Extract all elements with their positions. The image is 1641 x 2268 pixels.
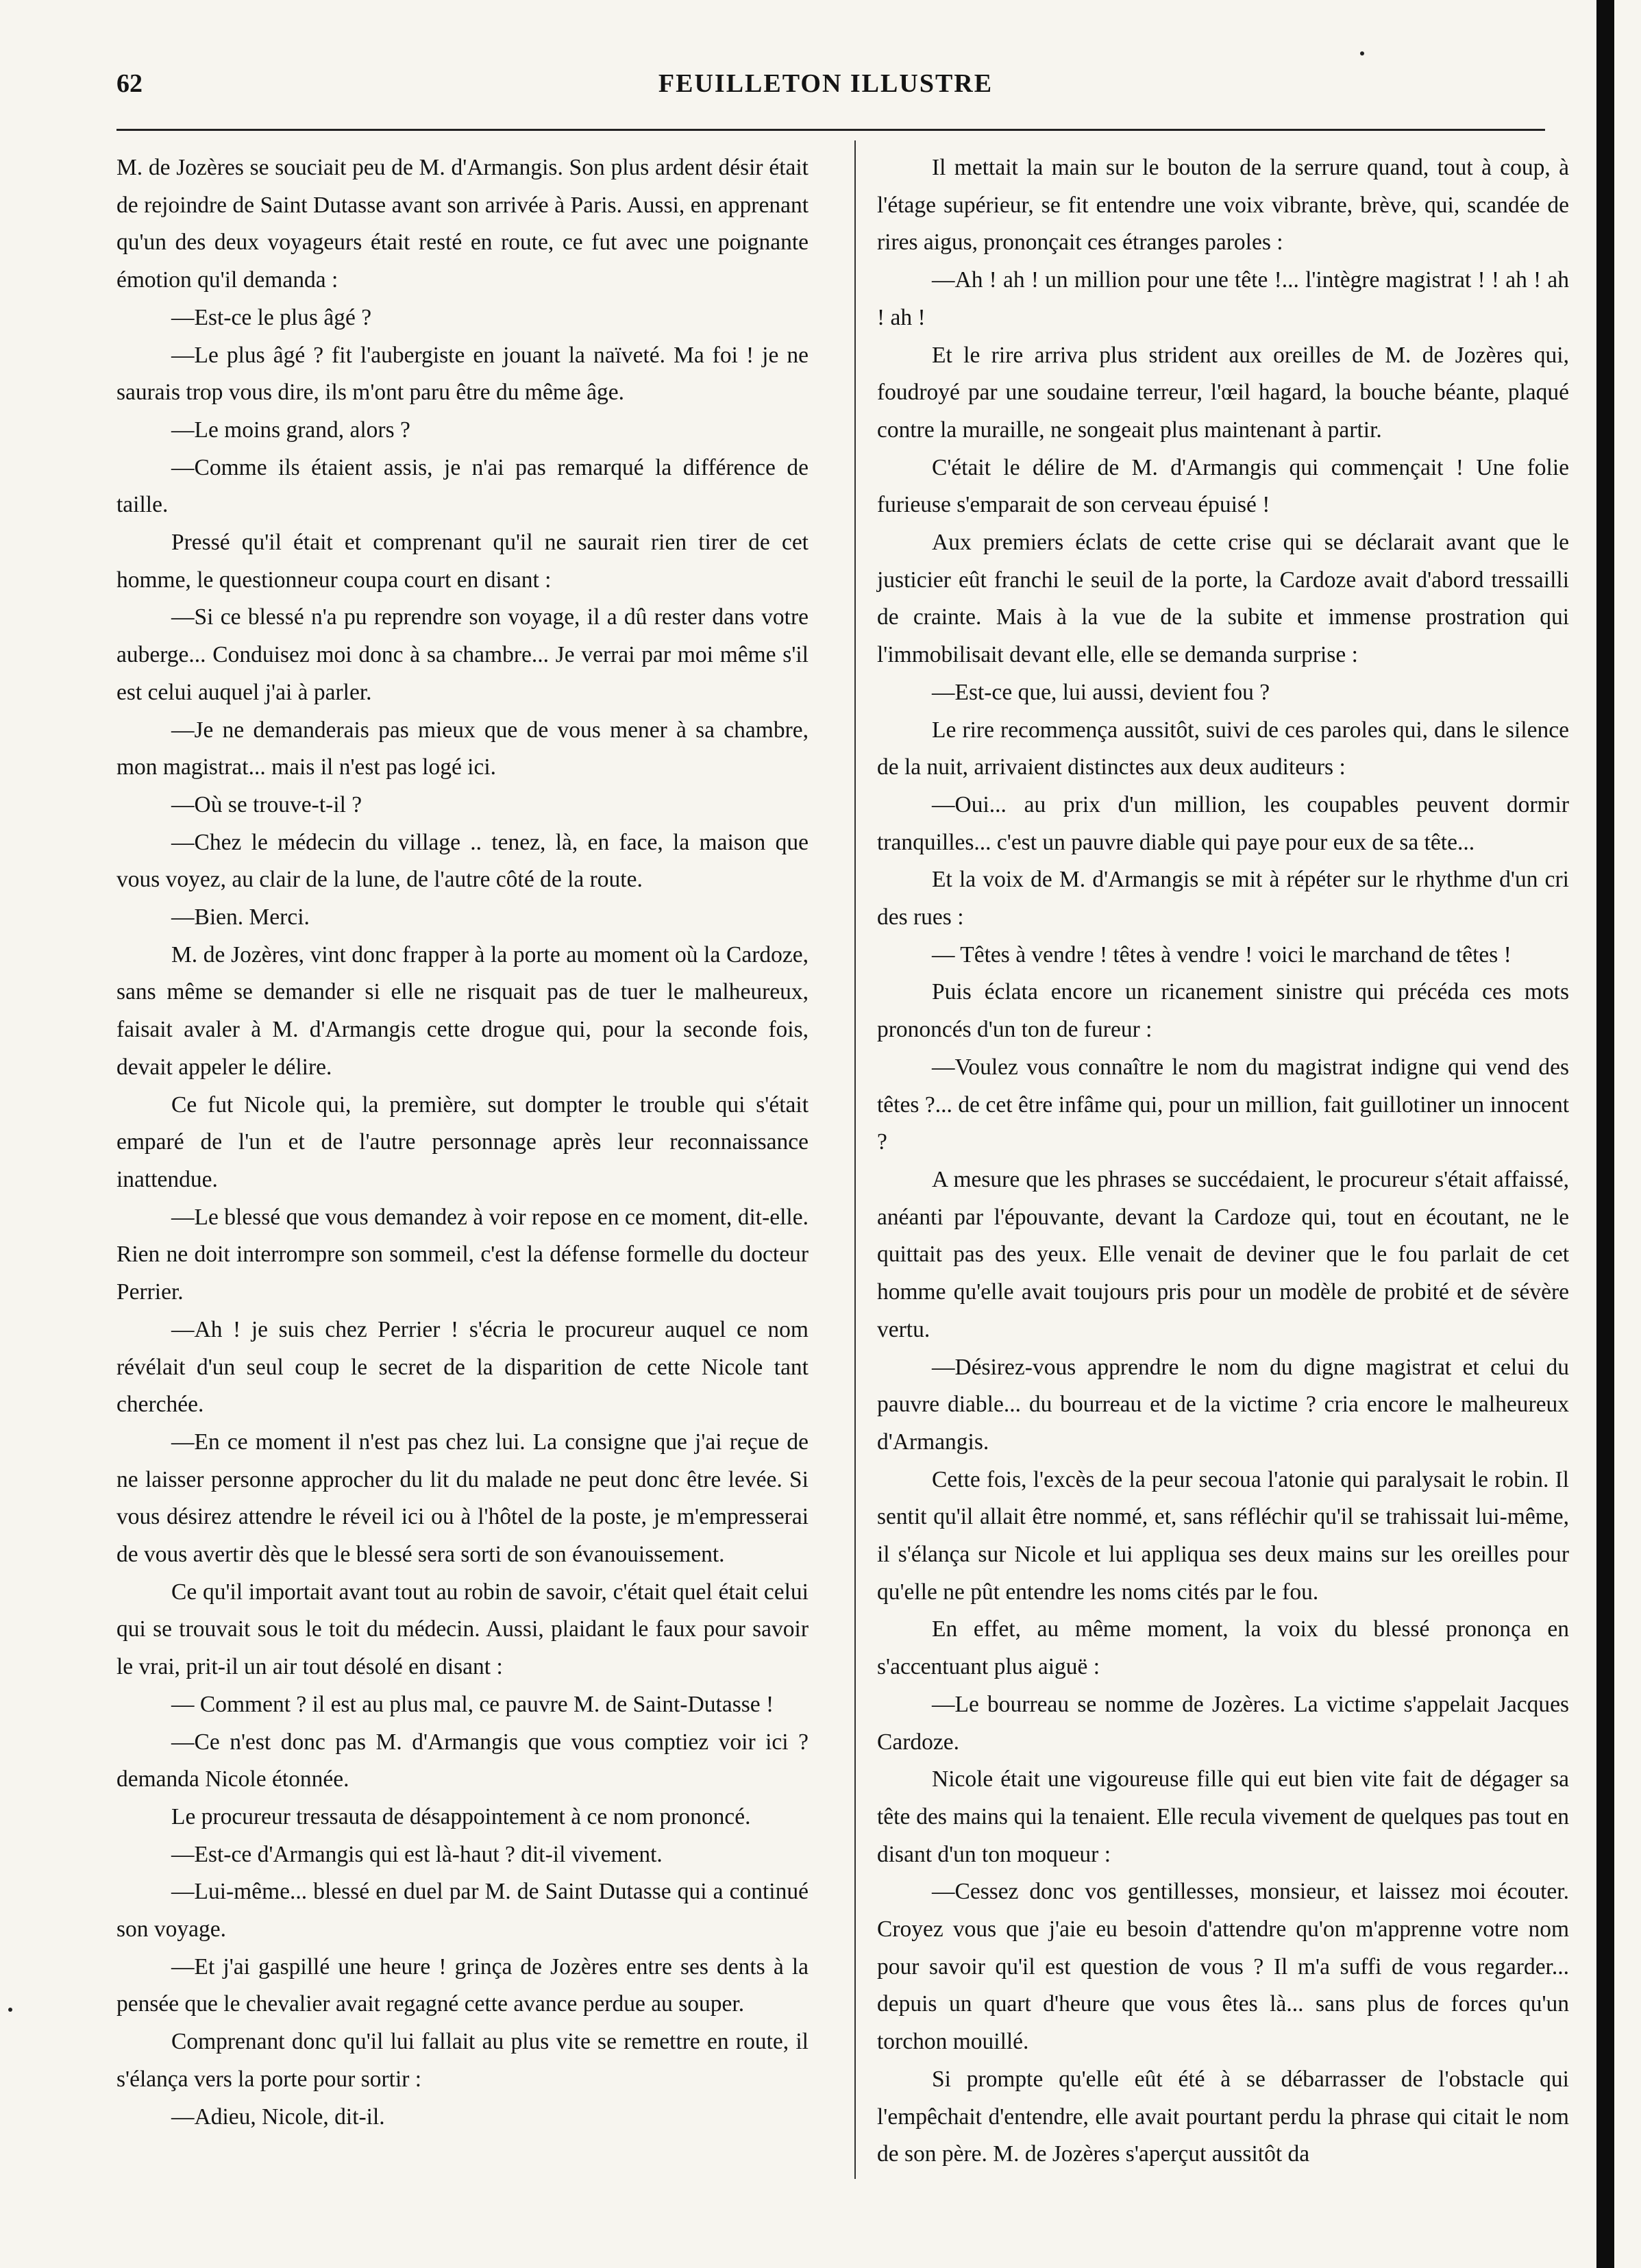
paragraph: A mesure que les phrases se succédaient, le procureur s'était affaissé, anéanti par l'épouvante, devant la Cardoze qui, tout en écoutant, ne le quittait pas des yeux. Elle venait de deviner que le fou parlait de cet homme qu'elle avait toujours pris pour un modèle de probité et de sévère vertu. [877,1166,1569,1342]
paragraph: Il mettait la main sur le bouton de la serrure quand, tout à coup, à l'étage supérieur, se fit entendre une voix vibrante, brève, qui, scandée de rires aigus, prononçait ces étranges paroles : [877,155,1569,256]
paragraph: Comprenant donc qu'il lui fallait au plus vite se remettre en route, il s'élança vers la porte pour sortir : [116,2029,809,2092]
paragraph: —En ce moment il n'est pas chez lui. La consigne que j'ai reçue de ne laisser personne approcher du lit du malade ne peut donc être levée. Si vous désirez attendre le réveil ici ou à l'hôtel de la poste, je m'empresserai de vous avertir dès que le blessé sera sorti de son évanouissement. [116,1429,809,1568]
paragraph: Si prompte qu'elle eût été à se débarrasser de l'obstacle qui l'empêchait d'entendre, elle avait pourtant perdu la phrase qui citait le nom de son père. M. de Jozères s'aperçut aussitôt da [877,2066,1569,2167]
paragraph: —Cessez donc vos gentillesses, monsieur, et laissez moi écouter. Croyez vous que j'aie eu besoin d'attendre qu'on m'apprenne votre nom pour savoir qu'il est question de vous ? Il m'a suffi de vous regarder... depuis un quart d'heure que vous êtes là... sans plus de forces qu'un torchon mouillé. [877,1879,1569,2055]
paragraph: —Bien. Merci. [171,904,310,930]
paragraph: —Ah ! je suis chez Perrier ! s'écria le procureur auquel ce nom révélait d'un seul coup le secret de la disparition de cette Nicole tant cherchée. [116,1316,809,1418]
paragraph: C'était le délire de M. d'Armangis qui commençait ! Une folie furieuse s'emparait de son cerveau épuisé ! [877,454,1569,518]
page-number: 62 [116,69,143,98]
paragraph: Le procureur tressauta de désappointement à ce nom prononcé. [171,1803,751,1829]
paragraph: Aux premiers éclats de cette crise qui se déclarait avant que le justicier eût franchi le seuil de la porte, la Cardoze avait d'abord tressailli de crainte. Mais à la vue de la subite et immense prostration qui l'immobilisait devant elle, elle se demanda surprise : [877,530,1569,668]
paragraph: —Adieu, Nicole, dit-il. [171,2104,385,2130]
paragraph: —Si ce blessé n'a pu reprendre son voyage, il a dû rester dans votre auberge... Conduisez moi donc à sa chambre... Je verrai par moi même s'il est celui auquel j'ai à parler. [116,604,809,705]
paragraph: —Oui... au prix d'un million, les coupables peuvent dormir tranquilles... c'est un pauvre diable qui paye pour eux de sa tête... [877,791,1569,855]
paragraph: —Le moins grand, alors ? [171,417,410,443]
paragraph: Cette fois, l'excès de la peur secoua l'atonie qui paralysait le robin. Il sentit qu'il allait être nommé, et, sans réfléchir qu'il se trahissait lui-même, il s'élança sur Nicole et lui appliqua ses deux mains sur les oreilles pour qu'elle ne pût entendre les noms cités par le fou. [877,1466,1569,1605]
page-header [116,69,1535,110]
paragraph: Pressé qu'il était et comprenant qu'il ne saurait rien tirer de cet homme, le questionneur coupa court en disant : [116,530,809,593]
paragraph: —Est-ce que, lui aussi, devient fou ? [932,679,1270,705]
paragraph: — Têtes à vendre ! têtes à vendre ! voici le marchand de têtes ! [932,941,1512,967]
right-column [877,149,1569,2173]
paragraph: —Ce n'est donc pas M. d'Armangis que vous comptiez voir ici ? demanda Nicole étonnée. [116,1729,809,1792]
scan-edge-bar [1596,0,1614,2268]
paragraph: —Où se trouve-t-il ? [171,791,362,817]
paragraph: Et le rire arriva plus strident aux oreilles de M. de Jozères qui, foudroyé par une soudaine terreur, l'œil hagard, la bouche béante, plaqué contre la muraille, ne songeait plus maintenant à partir. [877,342,1569,443]
header-rule [116,129,1545,131]
paragraph: —Lui-même... blessé en duel par M. de Saint Dutasse qui a continué son voyage. [116,1879,809,1943]
paragraph: —Comme ils étaient assis, je n'ai pas remarqué la différence de taille. [116,454,809,518]
paragraph: —Je ne demanderais pas mieux que de vous mener à sa chambre, mon magistrat... mais il n'est pas logé ici. [116,717,809,780]
paragraph: Ce fut Nicole qui, la première, sut dompter le trouble qui s'était emparé de l'un et de l'autre personnage après leur reconnaissance inattendue. [116,1092,809,1192]
paragraph: Et la voix de M. d'Armangis se mit à répéter sur le rhythme d'un cri des rues : [877,867,1569,930]
paragraph: Ce qu'il importait avant tout au robin de savoir, c'était quel était celui qui se trouvait sous le toit du médecin. Aussi, plaidant le faux pour savoir le vrai, prit-il un air tout désolé en disant : [116,1579,809,1680]
paragraph: M. de Jozères, vint donc frapper à la porte au moment où la Cardoze, sans même se demander si elle ne risquait pas de tuer le malheureux, faisait avaler à M. d'Armangis cette drogue qui, pour la seconde fois, devait appeler le délire. [116,941,809,1080]
paragraph: —Désirez-vous apprendre le nom du digne magistrat et celui du pauvre diable... du bourreau et de la victime ? cria encore le malheureux d'Armangis. [877,1354,1569,1455]
paragraph: Le rire recommença aussitôt, suivi de ces paroles qui, dans le silence de la nuit, arrivaient distinctes aux deux auditeurs : [877,717,1569,780]
paragraph: Puis éclata encore un ricanement sinistre qui précéda ces mots prononcés d'un ton de fureur : [877,979,1569,1043]
paragraph: Nicole était une vigoureuse fille qui eut bien vite fait de dégager sa tête des mains qui la tenaient. Elle recula vivement de quelques pas tout en disant d'un ton moqueur : [877,1766,1569,1867]
paragraph: —Est-ce le plus âgé ? [171,304,372,330]
paragraph: —Le plus âgé ? fit l'aubergiste en jouant la naïveté. Ma foi ! je ne saurais trop vous dire, ils m'ont paru être du même âge. [116,342,809,406]
running-title: FEUILLETON ILLUSTRE [658,69,994,98]
scan-speck [8,2008,12,2012]
paragraph: —Le blessé que vous demandez à voir repose en ce moment, dit-elle. Rien ne doit interrompre son sommeil, c'est la défense formelle du docteur Perrier. [116,1204,809,1305]
paragraph: —Chez le médecin du village .. tenez, là, en face, la maison que vous voyez, au clair de la lune, de l'autre côté de la route. [116,829,809,893]
paragraph: —Et j'ai gaspillé une heure ! grinça de Jozères entre ses dents à la pensée que le chevalier avait regagné cette avance perdue au souper. [116,1953,809,2017]
scan-speck [1360,51,1364,56]
paragraph: —Est-ce d'Armangis qui est là-haut ? dit-il vivement. [171,1841,663,1867]
column-divider [854,140,856,2179]
left-column [116,149,809,2136]
paragraph: —Voulez vous connaître le nom du magistrat indigne qui vend des têtes ?... de cet être infâme qui, pour un million, fait guillotiner un innocent ? [877,1054,1569,1155]
paragraph: —Le bourreau se nomme de Jozères. La victime s'appelait Jacques Cardoze. [877,1691,1569,1755]
paragraph: —Ah ! ah ! un million pour une tête !... l'intègre magistrat ! ! ah ! ah ! ah ! [877,267,1569,330]
paragraph: En effet, au même moment, la voix du blessé prononça en s'accentuant plus aiguë : [877,1616,1569,1680]
paragraph: M. de Jozères se souciait peu de M. d'Armangis. Son plus ardent désir était de rejoindre de Saint Dutasse avant son arrivée à Paris. Aussi, en apprenant qu'un des deux voyageurs était resté en route, ce fut avec une poignante émotion qu'il demanda : [116,155,809,293]
paragraph: — Comment ? il est au plus mal, ce pauvre M. de Saint-Dutasse ! [171,1691,774,1717]
